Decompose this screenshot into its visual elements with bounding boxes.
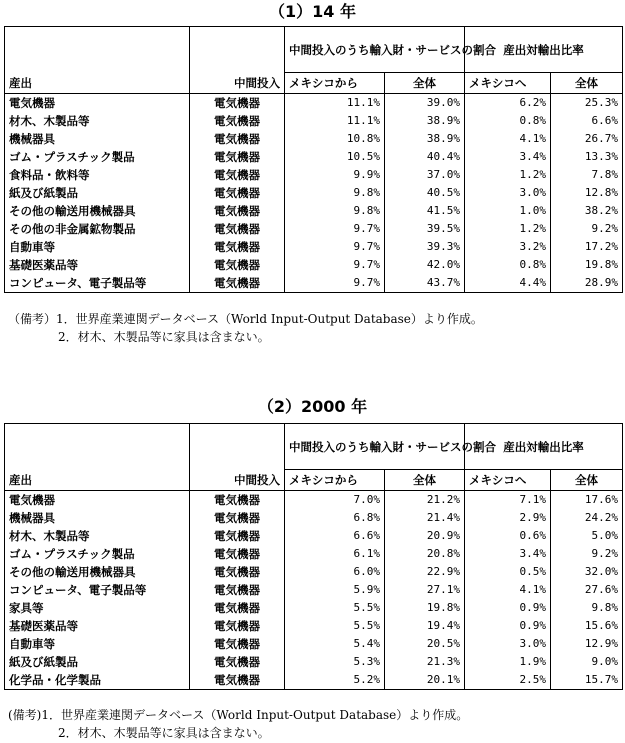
- export-total-cell: 9.8%: [551, 599, 623, 617]
- table2-col-from-mexico: メキシコから: [285, 470, 385, 491]
- import-total-cell: 41.5%: [385, 202, 465, 220]
- export-to-mexico-cell: 3.2%: [465, 238, 551, 256]
- export-to-mexico-cell: 2.9%: [465, 509, 551, 527]
- import-from-mexico-cell: 10.8%: [285, 130, 385, 148]
- industry-cell: コンピュータ、電子製品等: [5, 581, 190, 599]
- industry-cell: ゴム・プラスチック製品: [5, 148, 190, 166]
- import-total-cell: 37.0%: [385, 166, 465, 184]
- export-total-cell: 9.2%: [551, 545, 623, 563]
- export-to-mexico-cell: 0.5%: [465, 563, 551, 581]
- industry-cell: 紙及び紙製品: [5, 653, 190, 671]
- table2-header-blank-1: [5, 424, 190, 470]
- import-from-mexico-cell: 5.9%: [285, 581, 385, 599]
- import-from-mexico-cell: 10.5%: [285, 148, 385, 166]
- table1-col-import-total: 全体: [385, 73, 465, 94]
- input-cell: 電気機器: [190, 220, 285, 238]
- import-total-cell: 20.8%: [385, 545, 465, 563]
- import-from-mexico-cell: 5.4%: [285, 635, 385, 653]
- industry-cell: コンピュータ、電子製品等: [5, 274, 190, 293]
- import-total-cell: 22.9%: [385, 563, 465, 581]
- table2-col-output: 産出: [5, 470, 190, 491]
- table2-title: （2）2000 年: [257, 397, 368, 416]
- import-from-mexico-cell: 5.5%: [285, 599, 385, 617]
- input-cell: 電気機器: [190, 130, 285, 148]
- import-total-cell: 38.9%: [385, 112, 465, 130]
- export-to-mexico-cell: 0.6%: [465, 527, 551, 545]
- industry-cell: その他の輸送用機械器具: [5, 563, 190, 581]
- table1-note-prefix: （備考）: [8, 312, 57, 326]
- import-total-cell: 39.3%: [385, 238, 465, 256]
- table2-note-prefix: (備考): [8, 708, 42, 722]
- input-cell: 電気機器: [190, 491, 285, 510]
- input-cell: 電気機器: [190, 256, 285, 274]
- export-total-cell: 26.7%: [551, 130, 623, 148]
- table1-col-to-mexico: メキシコへ: [465, 73, 551, 94]
- export-total-cell: 7.8%: [551, 166, 623, 184]
- import-from-mexico-cell: 9.7%: [285, 256, 385, 274]
- import-from-mexico-cell: 6.6%: [285, 527, 385, 545]
- table1-col-input: 中間投入: [190, 73, 285, 94]
- import-total-cell: 42.0%: [385, 256, 465, 274]
- table-row: [5, 545, 623, 563]
- import-from-mexico-cell: 9.8%: [285, 184, 385, 202]
- table-row: [5, 509, 623, 527]
- industry-cell: 自動車等: [5, 635, 190, 653]
- import-from-mexico-cell: 6.1%: [285, 545, 385, 563]
- industry-cell: 電気機器: [5, 94, 190, 113]
- table-row: [5, 166, 623, 184]
- input-cell: 電気機器: [190, 635, 285, 653]
- export-total-cell: 28.9%: [551, 274, 623, 293]
- export-to-mexico-cell: 1.0%: [465, 202, 551, 220]
- industry-cell: 紙及び紙製品: [5, 184, 190, 202]
- export-total-cell: 19.8%: [551, 256, 623, 274]
- export-to-mexico-cell: 3.4%: [465, 545, 551, 563]
- export-total-cell: 17.6%: [551, 491, 623, 510]
- table1-col-output: 産出: [5, 73, 190, 94]
- input-cell: 電気機器: [190, 545, 285, 563]
- import-from-mexico-cell: 11.1%: [285, 94, 385, 113]
- import-from-mexico-cell: 9.7%: [285, 274, 385, 293]
- import-from-mexico-cell: 6.8%: [285, 509, 385, 527]
- input-cell: 電気機器: [190, 202, 285, 220]
- import-from-mexico-cell: 5.5%: [285, 617, 385, 635]
- industry-cell: 化学品・化学製品: [5, 671, 190, 690]
- industry-cell: その他の非金属鉱物製品: [5, 220, 190, 238]
- input-cell: 電気機器: [190, 112, 285, 130]
- table1-title: （1）14 年: [269, 2, 356, 21]
- export-total-cell: 24.2%: [551, 509, 623, 527]
- export-to-mexico-cell: 4.4%: [465, 274, 551, 293]
- table-row: [5, 491, 623, 510]
- table2-col-to-mexico: メキシコへ: [465, 470, 551, 491]
- table2-col-export-total: 全体: [551, 470, 623, 491]
- export-total-cell: 6.6%: [551, 112, 623, 130]
- input-cell: 電気機器: [190, 599, 285, 617]
- import-from-mexico-cell: 6.0%: [285, 563, 385, 581]
- import-total-cell: 43.7%: [385, 274, 465, 293]
- industry-cell: その他の輸送用機械器具: [5, 202, 190, 220]
- import-total-cell: 20.5%: [385, 635, 465, 653]
- export-to-mexico-cell: 0.8%: [465, 256, 551, 274]
- import-from-mexico-cell: 9.7%: [285, 238, 385, 256]
- industry-cell: 家具等: [5, 599, 190, 617]
- input-cell: 電気機器: [190, 617, 285, 635]
- table-row: [5, 563, 623, 581]
- table-row: [5, 581, 623, 599]
- export-total-cell: 17.2%: [551, 238, 623, 256]
- export-to-mexico-cell: 2.5%: [465, 671, 551, 690]
- table1-group-header-import-share: 中間投入のうち輸入財・サービスの割合: [285, 27, 465, 73]
- import-total-cell: 27.1%: [385, 581, 465, 599]
- table2-notes: [8, 706, 468, 742]
- export-total-cell: 27.6%: [551, 581, 623, 599]
- export-to-mexico-cell: 3.0%: [465, 635, 551, 653]
- export-to-mexico-cell: 1.2%: [465, 220, 551, 238]
- table-row: [5, 94, 623, 113]
- table-row: [5, 184, 623, 202]
- table2-body: [5, 491, 623, 690]
- import-from-mexico-cell: 5.3%: [285, 653, 385, 671]
- export-total-cell: 9.0%: [551, 653, 623, 671]
- export-to-mexico-cell: 3.0%: [465, 184, 551, 202]
- table1-col-from-mexico: メキシコから: [285, 73, 385, 94]
- export-to-mexico-cell: 0.8%: [465, 112, 551, 130]
- input-cell: 電気機器: [190, 581, 285, 599]
- table1-body: [5, 94, 623, 293]
- input-cell: 電気機器: [190, 184, 285, 202]
- table1-header-blank-1: [5, 27, 190, 73]
- input-cell: 電気機器: [190, 653, 285, 671]
- table1-notes: [8, 310, 483, 346]
- import-total-cell: 39.0%: [385, 94, 465, 113]
- import-total-cell: 19.4%: [385, 617, 465, 635]
- input-cell: 電気機器: [190, 166, 285, 184]
- industry-cell: ゴム・プラスチック製品: [5, 545, 190, 563]
- table2-header-blank-2: [190, 424, 285, 470]
- input-cell: 電気機器: [190, 94, 285, 113]
- table1-note-2: 2．材木、木製品等に家具は含まない。: [58, 330, 270, 344]
- export-to-mexico-cell: 7.1%: [465, 491, 551, 510]
- import-from-mexico-cell: 11.1%: [285, 112, 385, 130]
- import-total-cell: 21.4%: [385, 509, 465, 527]
- input-cell: 電気機器: [190, 671, 285, 690]
- export-to-mexico-cell: 4.1%: [465, 581, 551, 599]
- table-row: [5, 130, 623, 148]
- table2-group-header-import-share: 中間投入のうち輸入財・サービスの割合: [285, 424, 465, 470]
- export-total-cell: 38.2%: [551, 202, 623, 220]
- import-total-cell: 39.5%: [385, 220, 465, 238]
- table2: [4, 423, 623, 690]
- input-cell: 電気機器: [190, 274, 285, 293]
- import-from-mexico-cell: 5.2%: [285, 671, 385, 690]
- export-to-mexico-cell: 4.1%: [465, 130, 551, 148]
- input-cell: 電気機器: [190, 148, 285, 166]
- import-total-cell: 21.3%: [385, 653, 465, 671]
- table1-group-header-export-ratio: 産出対輸出比率: [465, 27, 623, 73]
- export-total-cell: 12.9%: [551, 635, 623, 653]
- table2-col-input: 中間投入: [190, 470, 285, 491]
- import-total-cell: 40.4%: [385, 148, 465, 166]
- input-cell: 電気機器: [190, 527, 285, 545]
- export-total-cell: 25.3%: [551, 94, 623, 113]
- import-total-cell: 20.9%: [385, 527, 465, 545]
- table1: [4, 26, 623, 293]
- export-total-cell: 5.0%: [551, 527, 623, 545]
- table-row: [5, 274, 623, 293]
- import-from-mexico-cell: 9.7%: [285, 220, 385, 238]
- import-total-cell: 40.5%: [385, 184, 465, 202]
- industry-cell: 材木、木製品等: [5, 527, 190, 545]
- table2-note-1: 1．世界産業連関データベース（World Input-Output Database）より作成。: [41, 708, 469, 722]
- table1-note-1: 1．世界産業連関データベース（World Input-Output Database）より作成。: [56, 312, 483, 326]
- table-row: [5, 617, 623, 635]
- export-to-mexico-cell: 0.9%: [465, 599, 551, 617]
- industry-cell: 材木、木製品等: [5, 112, 190, 130]
- industry-cell: 電気機器: [5, 491, 190, 510]
- table-row: [5, 671, 623, 690]
- export-total-cell: 9.2%: [551, 220, 623, 238]
- table-row: [5, 635, 623, 653]
- industry-cell: 自動車等: [5, 238, 190, 256]
- table1-header-blank-2: [190, 27, 285, 73]
- input-cell: 電気機器: [190, 238, 285, 256]
- export-to-mexico-cell: 3.4%: [465, 148, 551, 166]
- table-row: [5, 112, 623, 130]
- import-total-cell: 21.2%: [385, 491, 465, 510]
- export-to-mexico-cell: 1.2%: [465, 166, 551, 184]
- import-from-mexico-cell: 9.9%: [285, 166, 385, 184]
- export-total-cell: 13.3%: [551, 148, 623, 166]
- export-total-cell: 15.6%: [551, 617, 623, 635]
- import-from-mexico-cell: 7.0%: [285, 491, 385, 510]
- table-row: [5, 653, 623, 671]
- industry-cell: 基礎医薬品等: [5, 617, 190, 635]
- industry-cell: 機械器具: [5, 130, 190, 148]
- table-row: [5, 220, 623, 238]
- import-from-mexico-cell: 9.8%: [285, 202, 385, 220]
- export-to-mexico-cell: 1.9%: [465, 653, 551, 671]
- table2-col-import-total: 全体: [385, 470, 465, 491]
- import-total-cell: 38.9%: [385, 130, 465, 148]
- table2-group-header-export-ratio: 産出対輸出比率: [465, 424, 623, 470]
- industry-cell: 食料品・飲料等: [5, 166, 190, 184]
- table1-col-export-total: 全体: [551, 73, 623, 94]
- industry-cell: 基礎医薬品等: [5, 256, 190, 274]
- input-cell: 電気機器: [190, 509, 285, 527]
- table2-note-2: 2．材木、木製品等に家具は含まない。: [58, 726, 270, 740]
- export-to-mexico-cell: 0.9%: [465, 617, 551, 635]
- export-to-mexico-cell: 6.2%: [465, 94, 551, 113]
- import-total-cell: 20.1%: [385, 671, 465, 690]
- table-row: [5, 148, 623, 166]
- export-total-cell: 12.8%: [551, 184, 623, 202]
- export-total-cell: 15.7%: [551, 671, 623, 690]
- import-total-cell: 19.8%: [385, 599, 465, 617]
- table-row: [5, 202, 623, 220]
- industry-cell: 機械器具: [5, 509, 190, 527]
- table-row: [5, 527, 623, 545]
- table-row: [5, 238, 623, 256]
- input-cell: 電気機器: [190, 563, 285, 581]
- export-total-cell: 32.0%: [551, 563, 623, 581]
- table-row: [5, 599, 623, 617]
- table-row: [5, 256, 623, 274]
